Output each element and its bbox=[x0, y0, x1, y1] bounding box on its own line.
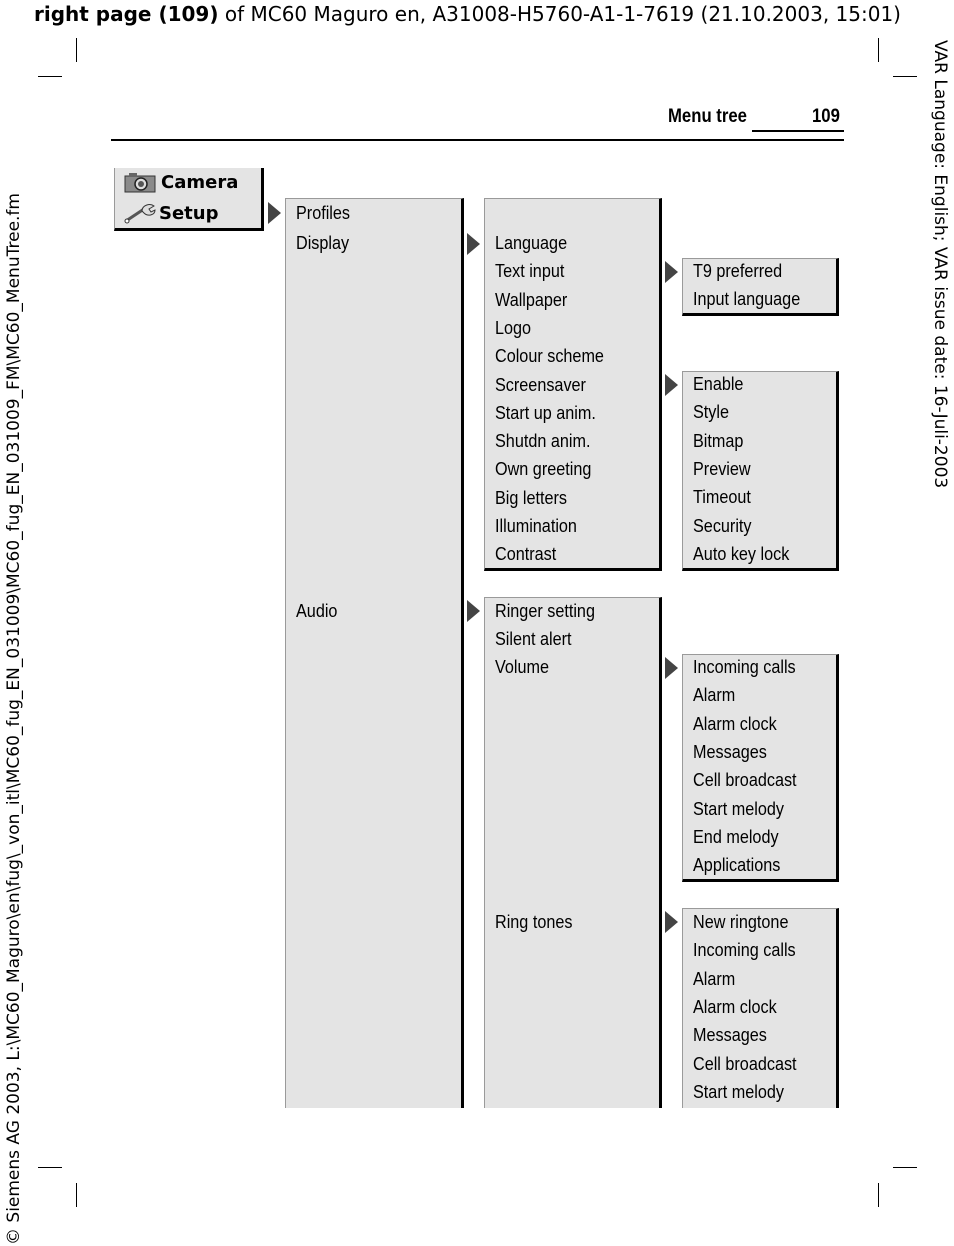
left-margin-note bbox=[4, 195, 28, 1245]
display-menu-item[interactable]: Screensaver bbox=[495, 375, 586, 395]
crop-mark bbox=[878, 38, 879, 62]
crop-mark bbox=[38, 1167, 62, 1168]
submenu-arrow-icon bbox=[665, 657, 678, 679]
screensaver-menu-item[interactable]: Enable bbox=[693, 374, 744, 394]
volume-menu-item[interactable]: Start melody bbox=[693, 799, 784, 819]
header-rule bbox=[111, 139, 844, 141]
audio-menu-item[interactable]: Ringer setting bbox=[495, 601, 595, 621]
volume-menu-item[interactable]: Cell broadcast bbox=[693, 770, 797, 790]
volume-menu-item[interactable]: Alarm clock bbox=[693, 714, 777, 734]
display-menu-item[interactable]: Shutdn anim. bbox=[495, 431, 591, 451]
text-input-menu-item[interactable]: Input language bbox=[693, 289, 801, 309]
audio-menu-item[interactable]: Ring tones bbox=[495, 912, 573, 932]
submenu-arrow-icon bbox=[665, 261, 678, 283]
submenu-arrow-icon bbox=[665, 374, 678, 396]
document-ref: of MC60 Maguro en, A31008-H5760-A1-1-7619 (21.10.2003, 15:01) bbox=[218, 2, 901, 26]
display-menu-item[interactable]: Wallpaper bbox=[495, 290, 568, 310]
ring-tones-menu-item[interactable]: Alarm bbox=[693, 969, 736, 989]
screensaver-menu-item[interactable]: Timeout bbox=[693, 487, 751, 507]
crop-mark bbox=[38, 76, 62, 77]
page-ref: right page (109) bbox=[34, 2, 219, 26]
ring-tones-menu-item[interactable]: New ringtone bbox=[693, 912, 789, 932]
submenu-arrow-icon bbox=[467, 600, 480, 622]
wrench-icon bbox=[124, 202, 156, 229]
audio-menu-item[interactable]: Silent alert bbox=[495, 629, 572, 649]
volume-menu-item[interactable]: End melody bbox=[693, 827, 779, 847]
screensaver-menu-item[interactable]: Auto key lock bbox=[693, 544, 790, 564]
screensaver-menu-item[interactable]: Bitmap bbox=[693, 431, 744, 451]
document-header-line bbox=[34, 2, 901, 26]
volume-menu-item[interactable]: Incoming calls bbox=[693, 657, 796, 677]
volume-menu-item[interactable]: Alarm bbox=[693, 685, 736, 705]
screensaver-menu-item[interactable]: Preview bbox=[693, 459, 751, 479]
submenu-arrow-icon bbox=[467, 233, 480, 255]
display-menu-item[interactable]: Text input bbox=[495, 261, 565, 281]
crop-mark bbox=[893, 76, 917, 77]
ring-tones-menu-item[interactable]: Messages bbox=[693, 1025, 767, 1045]
menu-item-profiles[interactable]: Profiles bbox=[296, 203, 351, 223]
ring-tones-menu-item[interactable]: Start melody bbox=[693, 1082, 784, 1102]
display-menu-item[interactable]: Start up anim. bbox=[495, 403, 596, 423]
crop-mark bbox=[76, 1183, 77, 1207]
crop-mark bbox=[893, 1167, 917, 1168]
ring-tones-menu-item[interactable]: Alarm clock bbox=[693, 997, 777, 1017]
menu-item-audio[interactable]: Audio bbox=[296, 601, 338, 621]
display-menu-item[interactable]: Language bbox=[495, 233, 568, 253]
text-input-menu-item[interactable]: T9 preferred bbox=[693, 261, 783, 281]
submenu-arrow-icon bbox=[665, 911, 678, 933]
submenu-arrow-icon bbox=[268, 202, 281, 224]
volume-menu-item[interactable]: Messages bbox=[693, 742, 767, 762]
display-menu-item[interactable]: Illumination bbox=[495, 516, 577, 536]
screensaver-menu-item[interactable]: Security bbox=[693, 516, 752, 536]
main-menu-setup[interactable]: Setup bbox=[159, 203, 219, 224]
setup-submenu-box bbox=[285, 198, 464, 1108]
display-menu-item[interactable]: Logo bbox=[495, 318, 532, 338]
ring-tones-menu-item[interactable]: Incoming calls bbox=[693, 940, 796, 960]
ring-tones-menu-item[interactable]: Cell broadcast bbox=[693, 1054, 797, 1074]
audio-menu-item[interactable]: Volume bbox=[495, 657, 550, 677]
display-menu-item[interactable]: Contrast bbox=[495, 544, 557, 564]
main-menu-camera[interactable]: Camera bbox=[161, 172, 239, 193]
var-info-text: VAR Language: English; VAR issue date: 16-Juli-2003 bbox=[930, 40, 950, 489]
page-number-rule bbox=[752, 130, 844, 132]
menu-item-display[interactable]: Display bbox=[296, 233, 350, 253]
crop-mark bbox=[76, 38, 77, 62]
screensaver-menu-item[interactable]: Style bbox=[693, 402, 730, 422]
section-title: Menu tree bbox=[668, 106, 747, 127]
camera-icon bbox=[124, 171, 156, 198]
display-menu-item[interactable]: Colour scheme bbox=[495, 346, 604, 366]
volume-menu-item[interactable]: Applications bbox=[693, 855, 781, 875]
crop-mark bbox=[878, 1183, 879, 1207]
page-number: 109 bbox=[812, 106, 840, 127]
file-path-text: © Siemens AG 2003, L:\MC60_Maguro\en\fug\_von_itl\MC60_fug_EN_031009\MC60_fug_EN_031009_FM\MC60_MenuTree.fm bbox=[4, 193, 24, 1245]
display-menu-item[interactable]: Big letters bbox=[495, 488, 568, 508]
right-margin-note bbox=[926, 40, 950, 489]
display-menu-item[interactable]: Own greeting bbox=[495, 459, 592, 479]
